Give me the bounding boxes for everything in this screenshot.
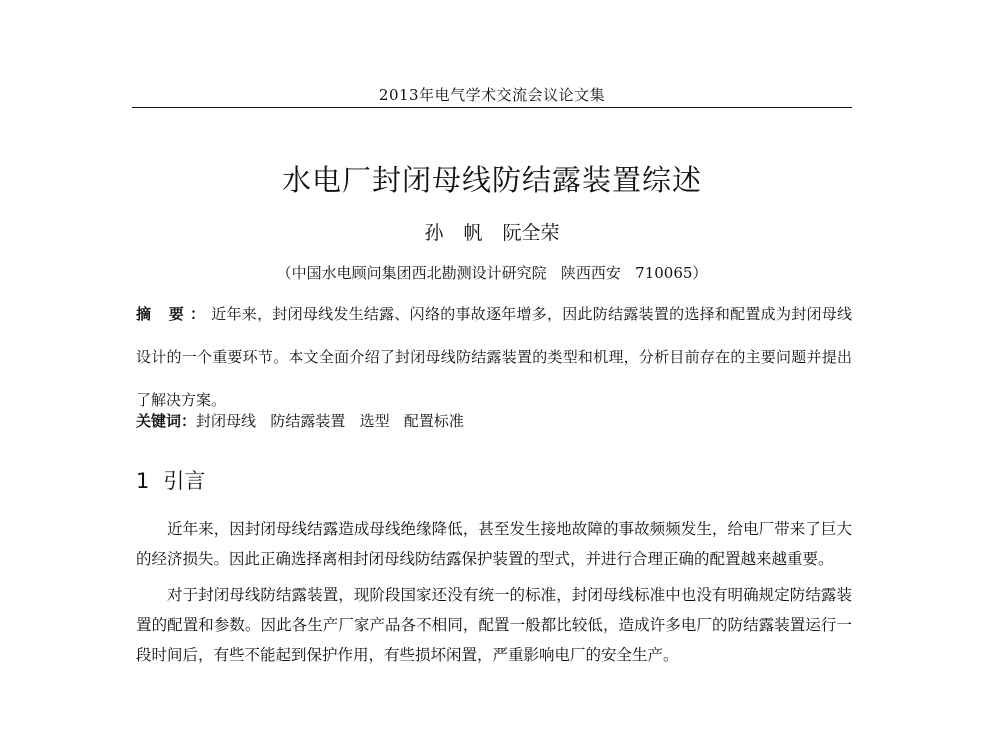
abstract bbox=[136, 293, 852, 422]
section-title: 引言 bbox=[163, 469, 206, 493]
abstract-text: 近年来，封闭母线发生结露、闪络的事故逐年增多，因此防结露装置的选择和配置成为封闭母线设计的一个重要环节。本文全面介绍了封闭母线防结露装置的类型和机理，分析目前存在的主要问题并提出了解决方案。 bbox=[136, 305, 852, 409]
paper-affiliation: （中国水电顾问集团西北勘测设计研究院 陕西西安 710065） bbox=[276, 264, 708, 282]
keywords-text: 封闭母线 防结露装置 选型 配置标准 bbox=[196, 412, 464, 430]
section-body bbox=[136, 514, 852, 676]
abstract-label: 摘 要： bbox=[136, 305, 212, 323]
body-paragraph: 对于封闭母线防结露装置，现阶段国家还没有统一的标准，封闭母线标准中也没有明确规定防结露装置的配置和参数。因此各生产厂家产品各不相同，配置一般都比较低，造成许多电厂的防结露装置运行一段时间后，有些不能起到保护作用，有些损坏闲置，严重影响电厂的安全生产。 bbox=[136, 586, 852, 664]
keywords-label: 关键词： bbox=[136, 412, 197, 430]
section-number: 1 bbox=[136, 469, 150, 493]
paper-title: 水电厂封闭母线防结露装置综述 bbox=[281, 163, 702, 197]
running-header: 2013年电气学术交流会议论文集 bbox=[378, 86, 606, 104]
paper-authors: 孙 帆 阮全荣 bbox=[424, 222, 560, 244]
keywords bbox=[136, 410, 852, 431]
section-heading bbox=[136, 465, 205, 495]
header-rule bbox=[132, 107, 852, 108]
body-paragraph: 近年来，因封闭母线结露造成母线绝缘降低，甚至发生接地故障的事故频频发生，给电厂带来了巨大的经济损失。因此正确选择离相封闭母线防结露保护装置的型式，并进行合理正确的配置越来越重要。 bbox=[136, 520, 852, 568]
